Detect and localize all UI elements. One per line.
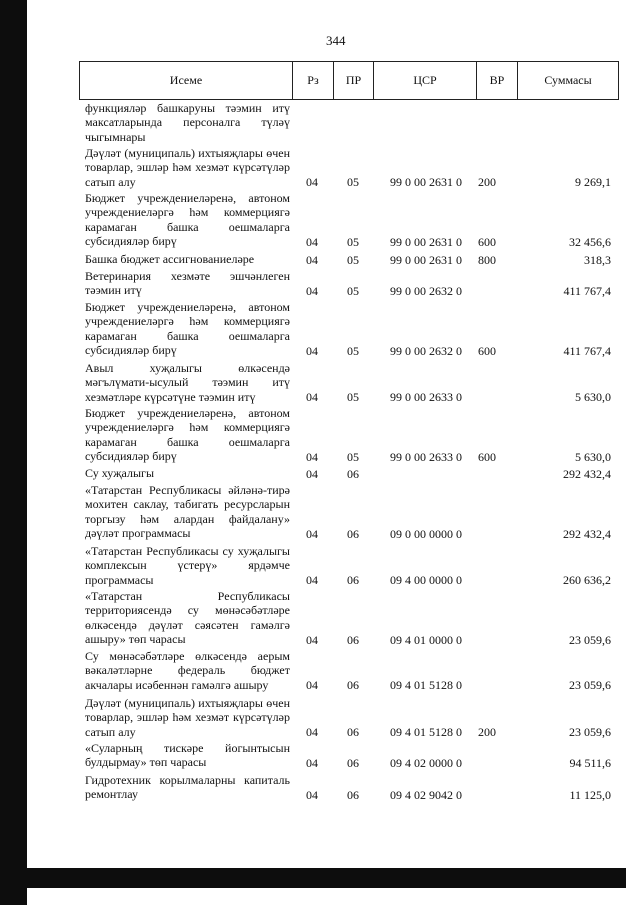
table-row	[85, 773, 615, 802]
row-pr: 06	[347, 724, 359, 739]
row-csr: 99 0 00 2631 0	[390, 174, 462, 189]
row-pr: 06	[347, 787, 359, 802]
row-pr: 06	[347, 526, 359, 541]
table-row	[85, 269, 615, 298]
row-csr: 99 0 00 2631 0	[390, 234, 462, 249]
row-name: «Суларның тискәре йогынтысын булдырмау» төп чарасы	[85, 741, 290, 770]
row-vr: 600	[478, 449, 496, 464]
row-rz: 04	[306, 572, 318, 587]
row-rz: 04	[306, 526, 318, 541]
row-name: Башка бюджет ассигнованиеләре	[85, 252, 255, 266]
row-name: Авыл хуҗалыгы өлкәсендә мәгълүмати-ысулый тәэмин итү хезмәтләре күрсәтүне тәэмин итү	[85, 361, 290, 404]
row-rz: 04	[306, 449, 318, 464]
column-header-rz: Рз	[293, 62, 334, 99]
row-sum: 5 630,0	[575, 449, 611, 464]
table-row	[85, 406, 615, 464]
row-name: «Татарстан Республикасы әйләнә-тирә мохитен саклау, табигать ресурсларын торгызу һәм алардан файдалану» дәүләт программасы	[85, 483, 290, 541]
row-sum: 94 511,6	[569, 755, 611, 770]
table-row	[85, 361, 615, 404]
row-rz: 04	[306, 677, 318, 692]
row-csr: 09 4 01 5128 0	[390, 677, 462, 692]
row-pr: 06	[347, 632, 359, 647]
row-name: «Татарстан Республикасы су хуҗалыгы комплексын үстерү» ярдәмче программасы	[85, 544, 290, 587]
table-header	[79, 61, 619, 100]
row-rz: 04	[306, 174, 318, 189]
row-csr: 99 0 00 2632 0	[390, 343, 462, 358]
row-csr: 09 0 00 0000 0	[390, 526, 462, 541]
row-name: Бюджет учреждениеләренә, автоном учреждениеләргә һәм коммерциягә карамаган башка оешмаларга субсидияләр бирү	[85, 191, 290, 249]
row-name: Дәүләт (муниципаль) ихтыяҗлары өчен товарлар, эшләр һәм хезмәт күрсәтүләр сатып алу	[85, 696, 290, 739]
table-row	[85, 589, 615, 647]
row-vr: 200	[478, 174, 496, 189]
row-pr: 05	[347, 389, 359, 404]
row-rz: 04	[306, 389, 318, 404]
row-pr: 05	[347, 174, 359, 189]
row-sum: 292 432,4	[563, 526, 611, 541]
row-rz: 04	[306, 283, 318, 298]
row-sum: 260 636,2	[563, 572, 611, 587]
row-sum: 23 059,6	[569, 724, 611, 739]
row-csr: 09 4 02 9042 0	[390, 787, 462, 802]
row-rz: 04	[306, 632, 318, 647]
table-row	[85, 191, 615, 249]
row-rz: 04	[306, 234, 318, 249]
table-row	[85, 741, 615, 770]
row-pr: 06	[347, 466, 359, 481]
table-row	[85, 649, 615, 692]
row-sum: 411 767,4	[563, 343, 611, 358]
row-name: Дәүләт (муниципаль) ихтыяҗлары өчен товарлар, эшләр һәм хезмәт күрсәтүләр сатып алу	[85, 146, 290, 189]
table-row	[85, 300, 615, 358]
table-row	[85, 544, 615, 587]
row-sum: 411 767,4	[563, 283, 611, 298]
table-row	[85, 101, 615, 144]
row-pr: 06	[347, 755, 359, 770]
row-csr: 09 4 01 0000 0	[390, 632, 462, 647]
table-row	[85, 483, 615, 541]
row-name: Су хуҗалыгы	[85, 466, 155, 480]
row-vr: 600	[478, 343, 496, 358]
column-header-csr: ЦСР	[374, 62, 477, 99]
scan-left-edge	[0, 0, 27, 905]
row-sum: 5 630,0	[575, 389, 611, 404]
row-csr: 09 4 02 0000 0	[390, 755, 462, 770]
row-sum: 318,3	[584, 252, 611, 267]
row-csr: 99 0 00 2633 0	[390, 389, 462, 404]
scan-bottom-edge	[0, 868, 626, 888]
table-row	[85, 466, 615, 481]
row-name: Ветеринария хезмәте эшчәнлеген тәэмин итү	[85, 269, 290, 298]
row-pr: 05	[347, 449, 359, 464]
row-pr: 05	[347, 252, 359, 267]
row-pr: 06	[347, 677, 359, 692]
row-rz: 04	[306, 787, 318, 802]
row-sum: 32 456,6	[569, 234, 611, 249]
column-header-sum: Суммасы	[544, 73, 592, 87]
column-header-name: Исеме	[80, 62, 293, 99]
row-name: Гидротехник корылмаларны капиталь ремонтлау	[85, 773, 290, 802]
row-pr: 06	[347, 572, 359, 587]
row-pr: 05	[347, 283, 359, 298]
row-vr: 800	[478, 252, 496, 267]
row-csr: 99 0 00 2633 0	[390, 449, 462, 464]
row-rz: 04	[306, 343, 318, 358]
row-sum: 292 432,4	[563, 466, 611, 481]
row-rz: 04	[306, 466, 318, 481]
row-rz: 04	[306, 755, 318, 770]
table-row	[85, 696, 615, 739]
row-csr: 09 4 00 0000 0	[390, 572, 462, 587]
row-sum: 9 269,1	[575, 174, 611, 189]
row-rz: 04	[306, 252, 318, 267]
row-pr: 05	[347, 234, 359, 249]
row-csr: 99 0 00 2631 0	[390, 252, 462, 267]
row-name: Су мөнәсәбәтләре өлкәсендә аерым вәкаләтләрне федераль бюджет акчалары исәбеннән гамәлгә ашыру	[85, 649, 290, 692]
table-row	[85, 252, 615, 267]
row-csr: 09 4 01 5128 0	[390, 724, 462, 739]
row-vr: 600	[478, 234, 496, 249]
row-rz: 04	[306, 724, 318, 739]
column-header-vr: ВР	[477, 62, 518, 99]
row-name: «Татарстан Республикасы территориясендә су мөнәсәбәтләре өлкәсендә дәүләт сәясәтен гамәлгә ашыру» төп чарасы	[85, 589, 290, 647]
page-number: 344	[326, 33, 346, 48]
row-sum: 11 125,0	[569, 787, 611, 802]
column-header-pr: ПР	[334, 62, 374, 99]
row-name: Бюджет учреждениеләренә, автоном учреждениеләргә һәм коммерциягә карамаган башка оешмаларга субсидияләр бирү	[85, 406, 290, 464]
table-row	[85, 146, 615, 189]
row-name: Бюджет учреждениеләренә, автоном учреждениеләргә һәм коммерциягә карамаган башка оешмаларга субсидияләр бирү	[85, 300, 290, 358]
row-pr: 05	[347, 343, 359, 358]
row-sum: 23 059,6	[569, 677, 611, 692]
row-sum: 23 059,6	[569, 632, 611, 647]
row-csr: 99 0 00 2632 0	[390, 283, 462, 298]
row-name: функцияләр башкаруны тәэмин итү максатларында персоналга түләү чыгымнары	[85, 101, 290, 144]
row-vr: 200	[478, 724, 496, 739]
